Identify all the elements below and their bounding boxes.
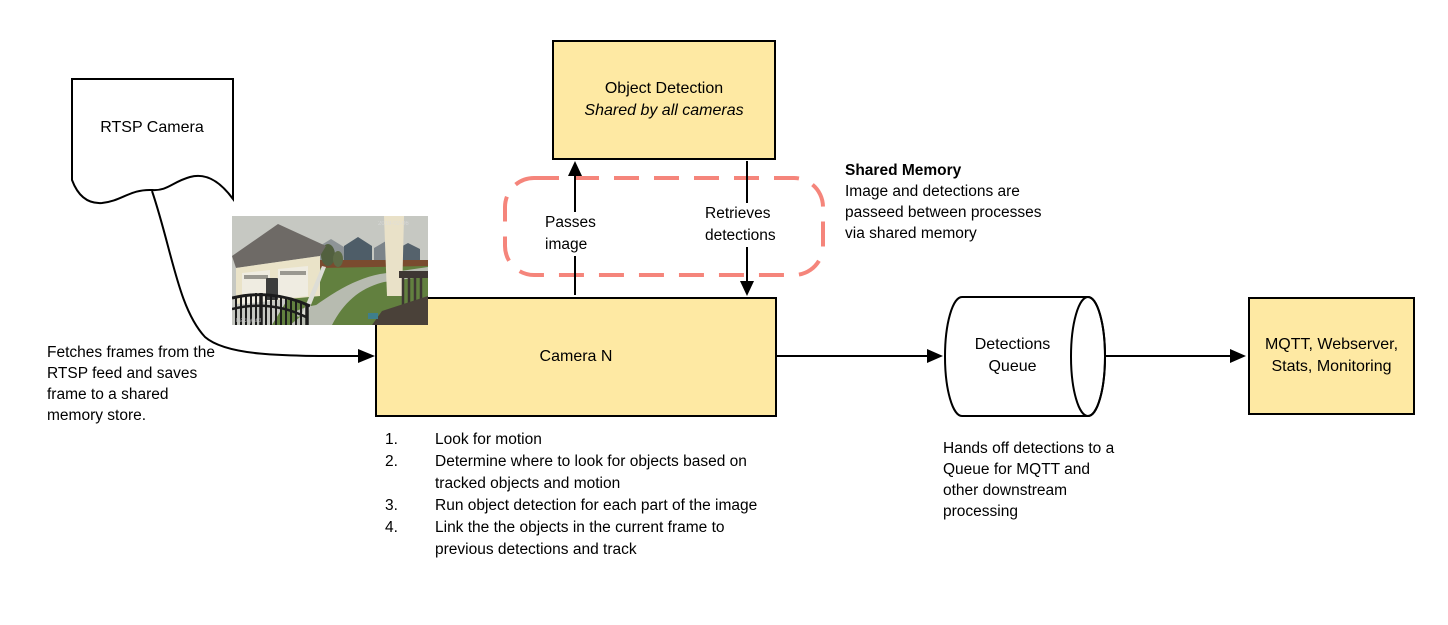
edge-queue-to-outputs — [1105, 349, 1246, 363]
camera-step-1 — [385, 429, 805, 451]
step-number: 3. — [385, 497, 398, 514]
shared-memory-body: Image and detections are passeed between processes via shared memory — [845, 183, 1042, 242]
camera-timestamp: 2019-02-06 — [378, 221, 409, 227]
shared-memory-title: Shared Memory — [845, 162, 962, 179]
step-number: 1. — [385, 431, 398, 448]
step-text: Run object detection for each part of the image — [435, 497, 758, 514]
rtsp-camera-node — [77, 100, 227, 156]
retrieves-detections-label — [703, 203, 778, 247]
step-text: Determine where to look for objects based on tracked objects and motion — [435, 453, 747, 492]
camera-n-label: Camera N — [539, 348, 613, 365]
outputs-line1: MQTT, Webserver, — [1264, 336, 1399, 353]
arrowhead-into-camera — [358, 349, 375, 363]
edge-camera-to-queue — [777, 349, 943, 363]
camera-step-3 — [385, 495, 805, 517]
retrieves-detections-line1: Retrieves — [705, 205, 771, 222]
outputs-line2: Stats, Monitoring — [1271, 358, 1392, 375]
camera-snapshot-image — [232, 216, 428, 325]
object-detection-node — [552, 40, 776, 160]
step-text: Look for motion — [435, 431, 542, 448]
arrowhead-into-outputs — [1230, 349, 1246, 363]
camera-steps-list — [385, 429, 805, 561]
shared-memory-annotation — [845, 160, 1057, 244]
arrowhead-up — [568, 161, 582, 176]
object-detection-subtitle: Shared by all cameras — [584, 102, 744, 119]
object-detection-title: Object Detection — [604, 80, 724, 97]
camera-watermark: Backyard — [236, 318, 262, 324]
step-number: 4. — [385, 519, 398, 536]
camera-step-2 — [385, 451, 805, 495]
outputs-node — [1248, 297, 1415, 415]
arrowhead-into-queue — [927, 349, 943, 363]
hands-off-annotation: Hands off detections to a Queue for MQTT and other downstream processing — [943, 440, 1115, 520]
detections-queue-line1: Detections — [974, 336, 1051, 353]
fetches-frames-annotation: Fetches frames from the RTSP feed and saves frame to a shared memory store. — [47, 344, 215, 424]
passes-image-line1: Passes — [545, 214, 596, 231]
detections-queue-label — [955, 326, 1070, 386]
step-number: 2. — [385, 453, 398, 470]
passes-image-line2: image — [545, 236, 588, 253]
retrieves-detections-line2: detections — [705, 227, 776, 244]
detections-queue-line2: Queue — [988, 358, 1037, 375]
backyard-scene — [232, 216, 428, 325]
camera-step-4 — [385, 517, 805, 561]
arrowhead-down — [740, 281, 754, 296]
rtsp-camera-label: RTSP Camera — [100, 119, 204, 136]
camera-n-node — [375, 297, 777, 417]
passes-image-label — [543, 212, 598, 256]
step-text: Link the the objects in the current frame to previous detections and track — [435, 519, 725, 558]
